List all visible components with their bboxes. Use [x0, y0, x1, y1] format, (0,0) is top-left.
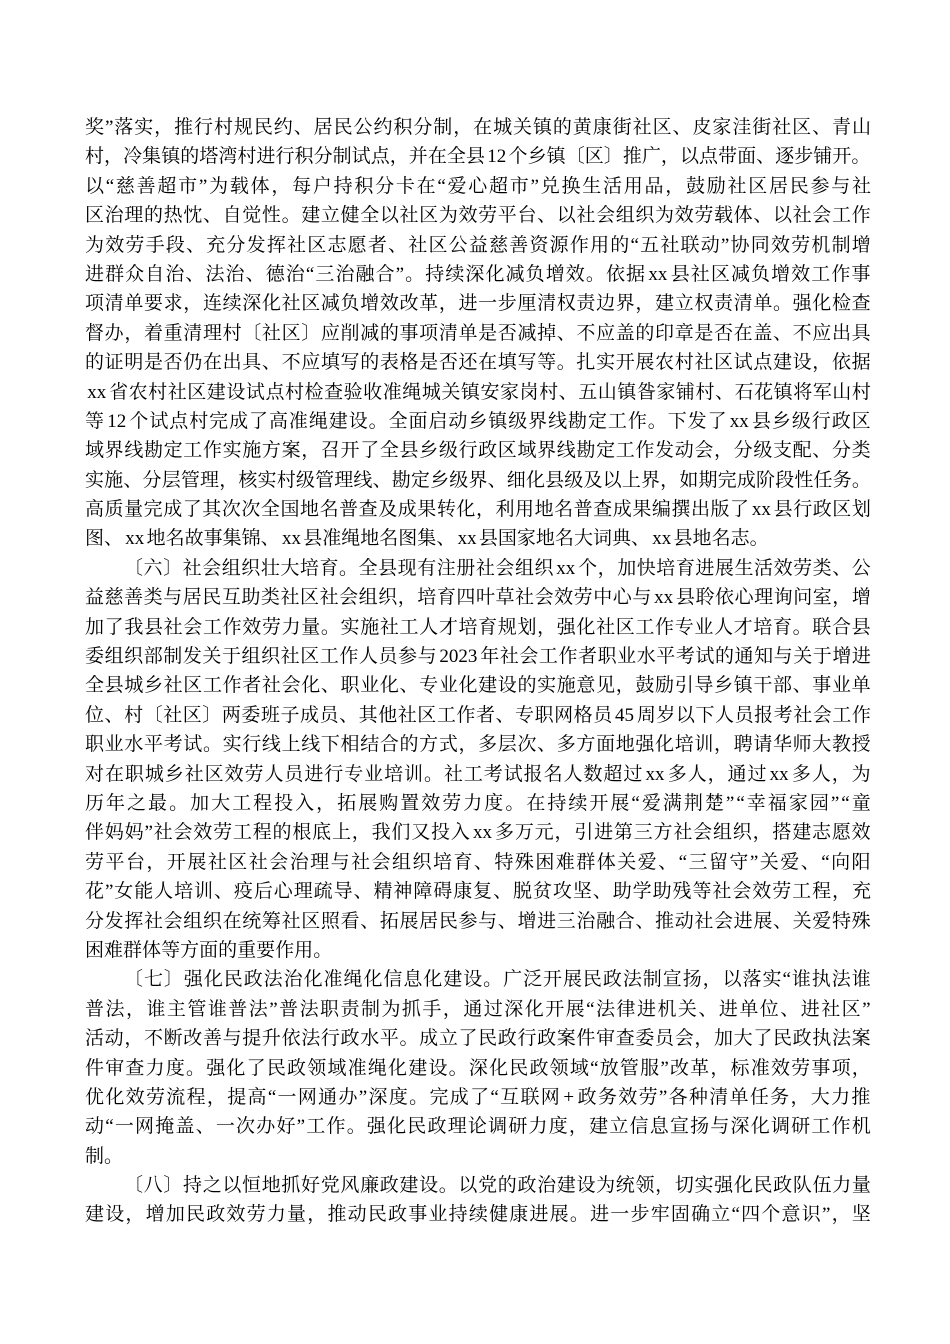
text-line: 的 证 明 是 否 仍 在 出 具 、 不 应 填 写 的 表 格 是 否 还 在 填 写 等 。 扎 实 开 展 农 村 社 区 试 点 建 设 ， 依 据: [85, 352, 871, 374]
text-line: xx 省 农 村 社 区 建 设 试 点 村 检 查 验 收 准 绳 城 关 镇 安 家 岗 村 、 五 山 镇 昝 家 铺 村 、 石 花 镇 将 军 山 村: [87, 381, 871, 403]
document-body: [85, 113, 871, 1230]
text-line: 加 了 我 县 社 会 工 作 效 劳 力 量 。 实 施 社 工 人 才 培 育 规 划 ， 强 化 社 区 工 作 专 业 人 才 培 育 。 联 合 县: [85, 616, 871, 638]
text-line: 项 清 单 要 求 ， 连 续 深 化 社 区 减 负 增 效 改 革 ， 进 一 步 厘 清 权 责 边 界 ， 建 立 权 责 清 单 。 强 化 检 查: [85, 293, 871, 315]
text-line: 困 难 群 体 等 方 面 的 重 要 作 用 。: [85, 939, 333, 961]
text-line: 〔 八 〕 持 之 以 恒 地 抓 好 党 风 廉 政 建 设 。 以 党 的 政 治 建 设 为 统 领 ， 切 实 强 化 民 政 队 伍 力 量: [124, 1175, 871, 1197]
text-line: 督 办 ， 着 重 清 理 村 〔 社 区 〕 应 削 减 的 事 项 清 单 是 否 减 掉 、 不 应 盖 的 印 章 是 否 在 盖 、 不 应 出 具: [85, 322, 871, 344]
paragraph-section-7: [85, 965, 871, 1171]
text-line: 对 在 职 城 乡 社 区 效 劳 人 员 进 行 专 业 培 训 。 社 工 考 试 报 名 人 数 超 过 xx 多 人 ， 通 过 xx 多 人 ， 为: [85, 763, 871, 785]
text-line: 优 化 效 劳 流 程 ， 提 高 “ 一 网 通 办 ” 深 度 。 完 成 了 “ 互 联 网 + 政 务 效 劳 ” 各 种 清 单 任 务 ， 大 力 推: [85, 1086, 871, 1108]
text-line: 村 ， 冷 集 镇 的 塔 湾 村 进 行 积 分 制 试 点 ， 并 在 全 县 12 个 乡 镇 〔 区 〕 推 广 ， 以 点 带 面 、 逐 步 铺 开 。: [85, 146, 871, 168]
paragraph-section-6: [85, 554, 871, 965]
text-line: 全 县 城 乡 社 区 工 作 者 社 会 化 、 职 业 化 、 专 业 化 建 设 的 实 施 意 见 ， 鼓 励 引 导 乡 镇 干 部 、 事 业 单: [85, 675, 871, 697]
text-line: 益 慈 善 类 与 居 民 互 助 类 社 区 社 会 组 织 ， 培 育 四 叶 草 社 会 效 劳 中 心 与 xx 县 聆 依 心 理 询 问 室 ， 增: [85, 587, 871, 609]
text-line: 进 群 众 自 治 、 法 治 、 德 治 “ 三 治 融 合 ” 。 持 续 深 化 减 负 增 效 。 依 据 xx 县 社 区 减 负 增 效 工 作 事: [85, 263, 871, 285]
text-line: 普 法 ， 谁 主 管 谁 普 法 ” 普 法 职 责 制 为 抓 手 ， 通 过 深 化 开 展 “ 法 律 进 机 关 、 进 单 位 、 进 社 区 ”: [85, 998, 871, 1020]
paragraph-continuation: [85, 113, 871, 554]
text-line: 委 组 织 部 制 发 关 于 组 织 社 区 工 作 人 员 参 与 2023 年 社 会 工 作 者 职 业 水 平 考 试 的 通 知 与 关 于 增 进: [85, 646, 871, 668]
text-line: 区 治 理 的 热 忱 、 自 觉 性 。 建 立 健 全 以 社 区 为 效 劳 平 台 、 以 社 会 组 织 为 效 劳 载 体 、 以 社 会 工 作: [85, 205, 871, 227]
text-line: 图 、 xx 地 名 故 事 集 锦 、 xx 县 准 绳 地 名 图 集 、 xx 县 国 家 地 名 大 词 典 、 xx 县 地 名 志 。: [85, 528, 769, 550]
text-line: 〔 七 〕 强 化 民 政 法 治 化 准 绳 化 信 息 化 建 设 。 广 泛 开 展 民 政 法 制 宣 扬 ， 以 落 实 “ 谁 执 法 谁: [124, 969, 871, 991]
text-line: 位 、 村 〔 社 区 〕 两 委 班 子 成 员 、 其 他 社 区 工 作 者 、 专 职 网 格 员 45 周 岁 以 下 人 员 报 考 社 会 工 作: [85, 704, 871, 726]
text-line: 制 。: [85, 1145, 124, 1167]
text-line: 分 发 挥 社 会 组 织 在 统 筹 社 区 照 看 、 拓 展 居 民 参 与 、 增 进 三 治 融 合 、 推 动 社 会 进 展 、 关 爱 特 殊: [85, 910, 871, 932]
text-line: 建 设 ， 增 加 民 政 效 劳 力 量 ， 推 动 民 政 事 业 持 续 健 康 进 展 。 进 一 步 牢 固 确 立 “ 四 个 意 识 ” ， 坚: [85, 1204, 871, 1226]
text-line: 件 审 查 力 度 。 强 化 了 民 政 领 域 准 绳 化 建 设 。 深 化 民 政 领 域 “ 放 管 服 ” 改 革 ， 标 准 效 劳 事 项 ，: [85, 1057, 871, 1079]
paragraph-section-8: [85, 1171, 871, 1230]
text-line: 活 动 ， 不 断 改 善 与 提 升 依 法 行 政 水 平 。 成 立 了 民 政 行 政 案 件 审 查 委 员 会 ， 加 大 了 民 政 执 法 案: [85, 1028, 871, 1050]
text-line: 为 效 劳 手 段 、 充 分 发 挥 社 区 志 愿 者 、 社 区 公 益 慈 善 资 源 作 用 的 “ 五 社 联 动 ” 协 同 效 劳 机 制 增: [85, 234, 871, 256]
text-line: 实 施 、 分 层 管 理 ， 核 实 村 级 管 理 线 、 勘 定 乡 级 界 、 细 化 县 级 及 以 上 界 ， 如 期 完 成 阶 段 性 任 务 。: [85, 469, 871, 491]
text-line: 花 ” 女 能 人 培 训 、 疫 后 心 理 疏 导 、 精 神 障 碍 康 复 、 脱 贫 攻 坚 、 助 学 助 残 等 社 会 效 劳 工 程 ， 充: [85, 881, 871, 903]
text-line: 高 质 量 完 成 了 其 次 次 全 国 地 名 普 查 及 成 果 转 化 ， 利 用 地 名 普 查 成 果 编 撰 出 版 了 xx 县 行 政 区 划: [85, 499, 871, 521]
text-line: 奖 ” 落 实 ， 推 行 村 规 民 约 、 居 民 公 约 积 分 制 ， 在 城 关 镇 的 黄 康 街 社 区 、 皮 家 洼 街 社 区 、 青 山: [85, 117, 871, 138]
text-line: 动 “ 一 网 掩 盖 、 一 次 办 好 ” 工 作 。 强 化 民 政 理 论 调 研 力 度 ， 建 立 信 息 宣 扬 与 深 化 调 研 工 作 机: [85, 1116, 871, 1138]
text-line: 域 界 线 勘 定 工 作 实 施 方 案 ， 召 开 了 全 县 乡 级 行 政 区 域 界 线 勘 定 工 作 发 动 会 ， 分 级 支 配 、 分 类: [85, 440, 871, 462]
text-line: 以 “ 慈 善 超 市 ” 为 载 体 ， 每 户 持 积 分 卡 在 “ 爱 心 超 市 ” 兑 换 生 活 用 品 ， 鼓 励 社 区 居 民 参 与 社: [85, 175, 871, 197]
text-line: 等 12 个 试 点 村 完 成 了 高 准 绳 建 设 。 全 面 启 动 乡 镇 级 界 线 勘 定 工 作 。 下 发 了 xx 县 乡 级 行 政 区: [85, 410, 871, 432]
text-line: 劳 平 台 ， 开 展 社 区 社 会 治 理 与 社 会 组 织 培 育 、 特 殊 困 难 群 体 关 爱 、 “ 三 留 守 ” 关 爱 、 “ 向 阳: [85, 851, 871, 873]
text-line: 历 年 之 最 。 加 大 工 程 投 入 ， 拓 展 购 置 效 劳 力 度 。 在 持 续 开 展 “ 爱 满 荆 楚 ” “ 幸 福 家 园 ” “ 童: [85, 792, 871, 814]
text-line: 职 业 水 平 考 试 。 实 行 线 上 线 下 相 结 合 的 方 式 ， 多 层 次 、 多 方 面 地 强 化 培 训 ， 聘 请 华 师 大 教 授: [85, 734, 871, 756]
text-line: 〔 六 〕 社 会 组 织 壮 大 培 育 。 全 县 现 有 注 册 社 会 组 织 xx 个 ， 加 快 培 育 进 展 生 活 效 劳 类 、 公: [124, 557, 871, 579]
text-line: 伴 妈 妈 ” 社 会 效 劳 工 程 的 根 底 上 ， 我 们 又 投 入 xx 多 万 元 ， 引 进 第 三 方 社 会 组 织 ， 搭 建 志 愿 效: [85, 822, 871, 844]
